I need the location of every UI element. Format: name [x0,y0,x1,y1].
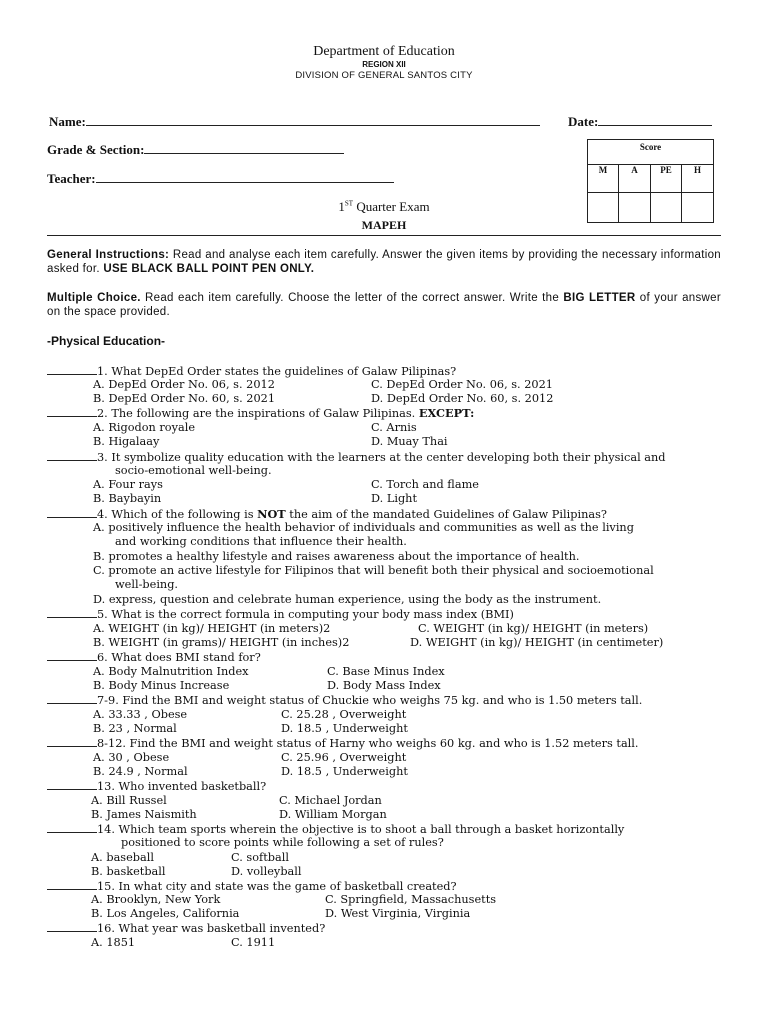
score-col-h: H [682,165,714,193]
option-cont: and working conditions that influence their health. [115,535,407,548]
option: A. 1851 [91,936,136,949]
option: C. DepEd Order No. 06, s. 2021 [371,378,553,391]
option: A. positively influence the health behavior of individuals and communities as well as the living [93,521,634,534]
answer-blank[interactable] [47,822,97,833]
option: D. WEIGHT (in kg)/ HEIGHT (in centimeter) [410,636,664,649]
answer-blank[interactable] [47,364,97,375]
teacher-field[interactable]: Teacher: [47,171,394,187]
answer-blank[interactable] [47,779,97,790]
option: A. Brooklyn, New York [91,893,221,906]
section-title: -Physical Education- [47,334,166,348]
option: D. Light [371,492,417,505]
answer-blank[interactable] [47,693,97,704]
question-text: socio-emotional well-being. [115,464,272,477]
option: D. Body Mass Index [327,679,441,692]
option: D. 18.5 , Underweight [281,722,408,735]
option: B. basketball [91,865,166,878]
score-title: Score [588,140,714,165]
mc-instructions: Multiple Choice. Read each item carefully. Choose the letter of the correct answer. Write the BIG LETTER of your answer on the space provided. [47,292,721,318]
option: B. DepEd Order No. 60, s. 2021 [93,392,276,405]
option: B. 23 , Normal [93,722,177,735]
score-col-m: M [588,165,619,193]
option: B. promotes a healthy lifestyle and raises awareness about the importance of health. [93,550,580,563]
option: C. Base Minus Index [327,665,445,678]
option: C. Torch and flame [371,478,479,491]
question-8-12: 8-12. Find the BMI and weight status of Harny who weighs 60 kg. and who is 1.52 meters tall. [47,736,639,751]
question-1: 1. What DepEd Order states the guidelines of Galaw Pilipinas? [47,364,456,379]
option: C. 1911 [231,936,276,949]
option: D. 18.5 , Underweight [281,765,408,778]
question-13: 13. Who invented basketball? [47,779,266,794]
option: C. WEIGHT (in kg)/ HEIGHT (in meters) [418,622,649,635]
subject-title: MAPEH [361,218,407,232]
option: D. West Virginia, Virginia [325,907,471,920]
option: B. Body Minus Increase [93,679,230,692]
option: B. James Naismith [91,808,197,821]
region-label: REGION XII [362,60,406,69]
answer-blank[interactable] [47,607,97,618]
option: C. Arnis [371,421,417,434]
grade-section-field[interactable]: Grade & Section: [47,142,344,158]
question-7-9: 7-9. Find the BMI and weight status of Chuckie who weighs 75 kg. and who is 1.50 meters tall. [47,693,642,708]
option: A. Body Malnutrition Index [93,665,249,678]
option: B. WEIGHT (in grams)/ HEIGHT (in inches)2 [93,636,350,649]
question-text: positioned to score points while following a set of rules? [121,836,444,849]
option: B. Higalaay [93,435,160,448]
option: A. Bill Russel [91,794,167,807]
divider [47,235,721,236]
option: A. Rigodon royale [93,421,196,434]
answer-blank[interactable] [47,879,97,890]
score-col-a: A [619,165,651,193]
option: A. 30 , Obese [93,751,170,764]
option: C. 25.96 , Overweight [281,751,407,764]
exam-title: 1ST Quarter Exam [338,199,430,214]
option: C. Springfield, Massachusetts [325,893,497,906]
answer-blank[interactable] [47,921,97,932]
question-3: 3. It symbolize quality education with the learners at the center developing both their physical and [47,450,666,465]
option: A. Four rays [93,478,163,491]
option: A. baseball [91,851,154,864]
question-2: 2. The following are the inspirations of Galaw Pilipinas. EXCEPT: [47,406,474,421]
option: D. William Morgan [279,808,387,821]
option: C. Michael Jordan [279,794,382,807]
division-label: DIVISION OF GENERAL SANTOS CITY [295,70,473,81]
general-instructions: General Instructions: Read and analyse each item carefully. Answer the given items by providing the necessary information asked for. USE BLACK BALL POINT PEN ONLY. [47,249,721,275]
option: D. Muay Thai [371,435,448,448]
question-5: 5. What is the correct formula in computing your body mass index (BMI) [47,607,514,622]
question-14: 14. Which team sports wherein the objective is to shoot a ball through a basket horizontally [47,822,624,837]
option: B. Los Angeles, California [91,907,240,920]
option: C. promote an active lifestyle for Filipinos that will benefit both their physical and socioemotional [93,564,654,577]
option: B. 24.9 , Normal [93,765,188,778]
department-title: Department of Education [313,44,455,59]
option: D. express, question and celebrate human experience, using the body as the instrument. [93,593,602,606]
answer-blank[interactable] [47,507,97,518]
date-field[interactable]: Date: [568,114,712,130]
name-field[interactable]: Name: [49,114,540,130]
answer-blank[interactable] [47,450,97,461]
option: A. 33.33 , Obese [93,708,188,721]
answer-blank[interactable] [47,650,97,661]
option: C. softball [231,851,289,864]
option: D. volleyball [231,865,302,878]
option: B. Baybayin [93,492,162,505]
option-cont: well-being. [115,578,179,591]
answer-blank[interactable] [47,736,97,747]
option: C. 25.28 , Overweight [281,708,407,721]
question-4: 4. Which of the following is NOT the aim of the mandated Guidelines of Galaw Pilipinas? [47,507,607,522]
option: A. DepEd Order No. 06, s. 2012 [93,378,275,391]
answer-blank[interactable] [47,406,97,417]
question-15: 15. In what city and state was the game of basketball created? [47,879,457,894]
score-col-pe: PE [651,165,682,193]
option: A. WEIGHT (in kg)/ HEIGHT (in meters)2 [93,622,331,635]
option: D. DepEd Order No. 60, s. 2012 [371,392,554,405]
question-16: 16. What year was basketball invented? [47,921,325,936]
question-6: 6. What does BMI stand for? [47,650,261,665]
